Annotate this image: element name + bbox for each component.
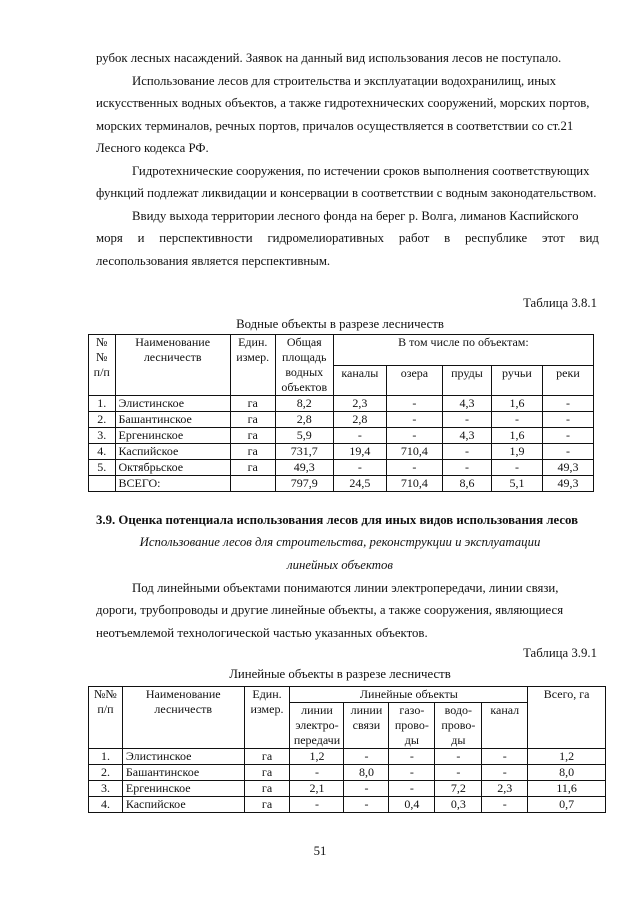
text-word: перспективности — [159, 231, 253, 245]
text-line: Под линейными объектами понимаются линии электропередачи, линии связи, — [132, 581, 559, 595]
cell-area: 731,7 — [275, 444, 333, 460]
cell-value: - — [290, 797, 344, 813]
cell-area: 8,2 — [275, 396, 333, 412]
table-row — [89, 749, 606, 765]
cell-value: 2,1 — [290, 781, 344, 797]
cell-value: - — [491, 460, 542, 476]
cell-name: Ергенинское — [115, 428, 230, 444]
cell-value: - — [389, 781, 435, 797]
col-header-sub: газо- прово- ды — [389, 703, 435, 749]
table-row — [89, 765, 606, 781]
cell-value: 2,3 — [482, 781, 528, 797]
table-row — [89, 460, 594, 476]
col-header-num: №№ п/п — [89, 335, 116, 396]
cell-value: - — [344, 781, 389, 797]
cell-value: - — [386, 460, 442, 476]
cell-value: - — [482, 765, 528, 781]
cell-total: 0,7 — [528, 797, 606, 813]
col-header-unit: Един. измер. — [230, 335, 275, 396]
table-row — [89, 797, 606, 813]
col-header-area: Общая площадь водных объектов — [275, 335, 333, 396]
col-header-name: Наименование лесничеств — [115, 335, 230, 396]
cell-unit: га — [230, 428, 275, 444]
cell-value: - — [442, 460, 491, 476]
text-word: этот — [541, 231, 565, 245]
text-line: искусственных водных объектов, а также гидротехнических сооружений, морских портов, — [96, 96, 590, 110]
cell-value: 8,0 — [344, 765, 389, 781]
cell-value: - — [435, 765, 482, 781]
cell-unit: га — [244, 781, 290, 797]
text-line: лесопользования является перспективным. — [96, 254, 331, 268]
text-line: Гидротехнические сооружения, по истечении сроков выполнения соответствующих — [132, 164, 590, 178]
text-line: морских терминалов, речных портов, причалов осуществляется в соответствии со ст.21 — [96, 119, 574, 133]
col-header-sub: линии связи — [344, 703, 389, 749]
text-word: гидромелиоративных — [267, 231, 385, 245]
col-header-num: №№ п/п — [89, 687, 123, 749]
cell-name: Каспийское — [122, 797, 244, 813]
col-header-sub: озера — [386, 365, 442, 396]
cell-value: 19,4 — [333, 444, 386, 460]
subheading: Использование лесов для строительства, реконструкции и эксплуатации — [139, 535, 541, 549]
table-row — [89, 781, 606, 797]
cell-value: - — [542, 428, 593, 444]
cell-total: 8,0 — [528, 765, 606, 781]
cell-value: - — [333, 428, 386, 444]
text-line: функций подлежат ликвидации и консервации в соответствии с водным законодательством. — [96, 186, 597, 200]
text-line: дороги, трубопроводы и другие линейные объекты, а также сооружения, являющиеся — [96, 603, 564, 617]
cell-unit: га — [244, 765, 290, 781]
col-header-sub: каналы — [333, 365, 386, 396]
cell-value: 0,3 — [435, 797, 482, 813]
cell-area: 2,8 — [275, 412, 333, 428]
cell-name: Ергенинское — [122, 781, 244, 797]
col-header-group: В том числе по объектам: — [333, 335, 593, 366]
table-title: Водные объекты в разрезе лесничеств — [236, 317, 444, 331]
cell-num: 2. — [89, 412, 116, 428]
col-header-sub: канал — [482, 703, 528, 749]
col-header-sub: реки — [542, 365, 593, 396]
col-header-sub: водо- прово- ды — [435, 703, 482, 749]
table-row — [89, 396, 594, 412]
cell-unit: га — [244, 749, 290, 765]
cell-num: 4. — [89, 444, 116, 460]
table-label: Таблица 3.9.1 — [523, 646, 597, 660]
cell-area: 49,3 — [275, 460, 333, 476]
text-line: неотъемлемой технологической частью указанных объектов. — [96, 626, 428, 640]
text-line-justified — [96, 230, 599, 246]
cell-value: 1,2 — [290, 749, 344, 765]
cell-value: - — [435, 749, 482, 765]
col-header-group: Линейные объекты — [290, 687, 528, 703]
cell-value: - — [542, 412, 593, 428]
table-row — [89, 444, 594, 460]
col-header-sub: ручьи — [491, 365, 542, 396]
table-row — [89, 476, 594, 492]
cell-total: 11,6 — [528, 781, 606, 797]
cell-value: - — [389, 765, 435, 781]
cell-num — [89, 476, 116, 492]
linear-objects-table — [88, 686, 606, 813]
cell-value: 5,1 — [491, 476, 542, 492]
cell-value: 710,4 — [386, 476, 442, 492]
text-line: Лесного кодекса РФ. — [96, 141, 209, 155]
table-label: Таблица 3.8.1 — [523, 296, 597, 310]
cell-value: - — [386, 412, 442, 428]
text-line: рубок лесных насаждений. Заявок на данный вид использования лесов не поступало. — [96, 51, 562, 65]
cell-value: 49,3 — [542, 460, 593, 476]
text-line: Ввиду выхода территории лесного фонда на берег р. Волга, лиманов Каспийского — [132, 209, 579, 223]
cell-value: 2,3 — [333, 396, 386, 412]
cell-value: 710,4 — [386, 444, 442, 460]
cell-name: Каспийское — [115, 444, 230, 460]
cell-area: 797,9 — [275, 476, 333, 492]
cell-value: - — [386, 428, 442, 444]
col-header-sub: пруды — [442, 365, 491, 396]
cell-value: - — [389, 749, 435, 765]
cell-name: Башантинское — [115, 412, 230, 428]
cell-num: 2. — [89, 765, 123, 781]
cell-unit: га — [230, 444, 275, 460]
cell-num: 1. — [89, 749, 123, 765]
text-word: работ — [398, 231, 430, 245]
table-row — [89, 412, 594, 428]
cell-unit — [230, 476, 275, 492]
subheading: линейных объектов — [287, 558, 393, 572]
section-heading: 3.9. Оценка потенциала использования лесов для иных видов использования лесов — [96, 513, 579, 527]
cell-value: 1,6 — [491, 396, 542, 412]
cell-value: 2,8 — [333, 412, 386, 428]
page-number: 51 — [313, 844, 327, 858]
cell-name: ВСЕГО: — [115, 476, 230, 492]
cell-num: 4. — [89, 797, 123, 813]
text-line: Использование лесов для строительства и эксплуатации водохранилищ, иных — [132, 74, 557, 88]
table-title: Линейные объекты в разрезе лесничеств — [229, 667, 451, 681]
cell-total: 1,2 — [528, 749, 606, 765]
cell-name: Элистинское — [122, 749, 244, 765]
cell-value: - — [482, 797, 528, 813]
cell-value: 24,5 — [333, 476, 386, 492]
cell-num: 3. — [89, 781, 123, 797]
cell-value: - — [290, 765, 344, 781]
cell-area: 5,9 — [275, 428, 333, 444]
text-word: вид — [579, 231, 599, 245]
cell-value: 4,3 — [442, 396, 491, 412]
cell-value: 0,4 — [389, 797, 435, 813]
cell-value: 7,2 — [435, 781, 482, 797]
cell-value: - — [442, 444, 491, 460]
cell-value: - — [344, 797, 389, 813]
cell-value: 1,9 — [491, 444, 542, 460]
cell-num: 3. — [89, 428, 116, 444]
cell-value: - — [344, 749, 389, 765]
col-header-total: Всего, га — [528, 687, 606, 749]
text-word: республике — [465, 231, 528, 245]
cell-name: Элистинское — [115, 396, 230, 412]
col-header-name: Наименование лесничеств — [122, 687, 244, 749]
cell-unit: га — [230, 460, 275, 476]
col-header-sub: линии электро- передачи — [290, 703, 344, 749]
cell-value: 4,3 — [442, 428, 491, 444]
col-header-unit: Един. измер. — [244, 687, 290, 749]
cell-value: - — [442, 412, 491, 428]
cell-value: - — [386, 396, 442, 412]
table-row — [89, 428, 594, 444]
cell-value: - — [482, 749, 528, 765]
cell-unit: га — [230, 412, 275, 428]
cell-name: Октябрьское — [115, 460, 230, 476]
cell-name: Башантинское — [122, 765, 244, 781]
text-word: в — [444, 231, 451, 245]
cell-value: 8,6 — [442, 476, 491, 492]
cell-num: 5. — [89, 460, 116, 476]
cell-unit: га — [230, 396, 275, 412]
cell-value: 1,6 — [491, 428, 542, 444]
text-word: моря — [96, 231, 123, 245]
cell-value: - — [542, 396, 593, 412]
cell-unit: га — [244, 797, 290, 813]
cell-value: 49,3 — [542, 476, 593, 492]
cell-value: - — [333, 460, 386, 476]
cell-num: 1. — [89, 396, 116, 412]
cell-value: - — [491, 412, 542, 428]
text-word: и — [137, 231, 145, 245]
cell-value: - — [542, 444, 593, 460]
water-objects-table — [88, 334, 594, 492]
